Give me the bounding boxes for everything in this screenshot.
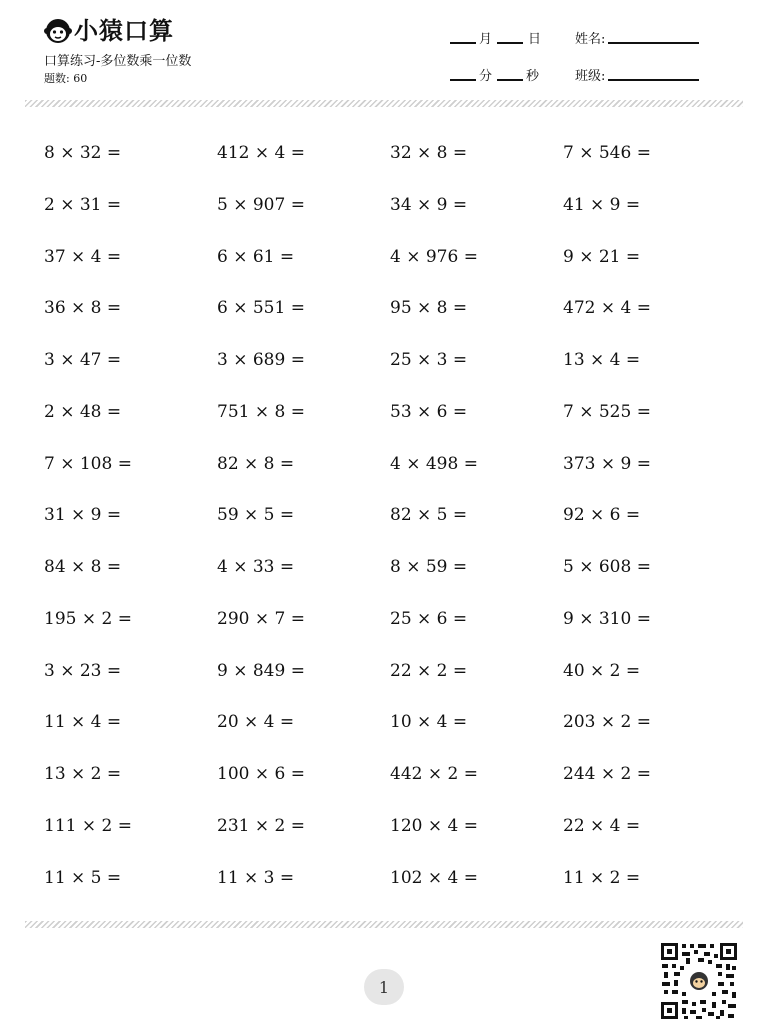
problem-item: 36 × 8 = xyxy=(44,298,122,319)
problem-item: 40 × 2 = xyxy=(563,660,641,681)
problem-item: 442 × 2 = xyxy=(390,764,478,784)
monkey-logo-icon xyxy=(44,16,72,46)
problem-row xyxy=(44,647,744,699)
problem-item: 8 × 32 = xyxy=(44,143,122,163)
top-divider xyxy=(25,100,743,107)
problem-row xyxy=(44,854,744,906)
month-label: 月 xyxy=(479,32,493,47)
problem-item: 4 × 498 = xyxy=(390,453,478,474)
problem-item: 11 × 4 = xyxy=(44,712,122,733)
bottom-divider xyxy=(25,921,743,928)
problem-item: 53 × 6 = xyxy=(390,401,468,422)
problem-item: 9 × 21 = xyxy=(563,246,641,267)
problem-item: 412 × 4 = xyxy=(217,143,305,163)
second-label: 秒 xyxy=(526,69,540,84)
problem-row xyxy=(44,543,744,595)
problem-row xyxy=(44,698,744,750)
problem-item: 95 × 8 = xyxy=(390,298,468,319)
problem-item: 25 × 3 = xyxy=(390,350,468,370)
page-number: 1 xyxy=(378,977,390,997)
problem-item: 3 × 689 = xyxy=(217,350,305,370)
problem-item: 203 × 2 = xyxy=(563,712,651,733)
problem-item: 290 × 7 = xyxy=(217,608,305,629)
problem-item: 9 × 849 = xyxy=(217,660,305,681)
problem-item: 82 × 8 = xyxy=(217,453,295,474)
day-label: 日 xyxy=(528,32,542,47)
problem-item: 195 × 2 = xyxy=(44,608,132,629)
problem-item: 13 × 2 = xyxy=(44,764,122,784)
problem-item: 4 × 976 = xyxy=(390,246,478,267)
problem-item: 31 × 9 = xyxy=(44,505,122,526)
problem-item: 22 × 2 = xyxy=(390,660,468,681)
problem-item: 3 × 47 = xyxy=(44,350,122,370)
problem-item: 7 × 525 = xyxy=(563,401,651,422)
problem-item: 6 × 551 = xyxy=(217,298,305,319)
qr-code-icon xyxy=(660,942,738,1020)
problem-item: 120 × 4 = xyxy=(390,815,478,836)
problem-row xyxy=(44,802,744,854)
problem-item: 244 × 2 = xyxy=(563,764,651,784)
minute-blank[interactable] xyxy=(450,79,476,81)
problem-item: 32 × 8 = xyxy=(390,143,468,163)
problem-item: 5 × 608 = xyxy=(563,557,651,577)
problem-item: 34 × 9 = xyxy=(390,194,468,215)
name-blank[interactable] xyxy=(608,42,699,44)
name-field xyxy=(575,28,699,47)
problem-item: 11 × 5 = xyxy=(44,867,122,888)
worksheet-subtitle: 口算练习-多位数乘一位数 xyxy=(44,54,192,69)
second-blank[interactable] xyxy=(497,79,523,81)
month-blank[interactable] xyxy=(450,42,476,44)
problem-item: 9 × 310 = xyxy=(563,608,651,629)
problem-item: 373 × 9 = xyxy=(563,453,651,474)
problem-row xyxy=(44,388,744,440)
problem-item: 82 × 5 = xyxy=(390,505,468,526)
problem-item: 472 × 4 = xyxy=(563,298,651,319)
class-blank[interactable] xyxy=(608,79,699,81)
name-label: 姓名: xyxy=(575,32,606,47)
problem-row xyxy=(44,129,744,181)
class-label: 班级: xyxy=(575,69,606,84)
problem-item: 11 × 2 = xyxy=(563,867,641,888)
problem-item: 6 × 61 = xyxy=(217,246,295,267)
problem-item: 2 × 48 = xyxy=(44,401,122,422)
problem-row xyxy=(44,336,744,388)
problem-item: 102 × 4 = xyxy=(390,867,478,888)
problem-item: 111 × 2 = xyxy=(44,815,132,836)
problem-row xyxy=(44,181,744,233)
problem-item: 22 × 4 = xyxy=(563,815,641,836)
brand-name: 小猿口算 xyxy=(74,17,174,45)
problem-row xyxy=(44,595,744,647)
problem-row xyxy=(44,750,744,802)
problem-item: 231 × 2 = xyxy=(217,815,305,836)
problem-item: 41 × 9 = xyxy=(563,194,641,215)
problem-item: 37 × 4 = xyxy=(44,246,122,267)
minute-label: 分 xyxy=(479,69,493,84)
problem-row xyxy=(44,233,744,285)
problem-row xyxy=(44,491,744,543)
problem-item: 11 × 3 = xyxy=(217,867,295,888)
problem-item: 7 × 546 = xyxy=(563,143,651,163)
problem-item: 8 × 59 = xyxy=(390,557,468,577)
date-field xyxy=(450,28,546,47)
day-blank[interactable] xyxy=(497,42,523,44)
problem-item: 59 × 5 = xyxy=(217,505,295,526)
problem-item: 20 × 4 = xyxy=(217,712,295,733)
problem-item: 3 × 23 = xyxy=(44,660,122,681)
problem-item: 10 × 4 = xyxy=(390,712,468,733)
problem-item: 84 × 8 = xyxy=(44,557,122,577)
problem-item: 751 × 8 = xyxy=(217,401,305,422)
problem-item: 5 × 907 = xyxy=(217,194,305,215)
problem-grid xyxy=(44,129,744,905)
problem-item: 92 × 6 = xyxy=(563,505,641,526)
problem-count: 题数: 60 xyxy=(44,72,88,85)
problem-row xyxy=(44,440,744,492)
problem-item: 7 × 108 = xyxy=(44,453,132,474)
brand-logo xyxy=(44,16,174,46)
page-number-badge xyxy=(364,969,404,1005)
problem-item: 4 × 33 = xyxy=(217,557,295,577)
problem-item: 13 × 4 = xyxy=(563,350,641,370)
time-field xyxy=(450,65,544,84)
problem-item: 25 × 6 = xyxy=(390,608,468,629)
problem-item: 2 × 31 = xyxy=(44,194,122,215)
problem-row xyxy=(44,284,744,336)
problem-item: 100 × 6 = xyxy=(217,764,305,784)
class-field xyxy=(575,65,699,84)
